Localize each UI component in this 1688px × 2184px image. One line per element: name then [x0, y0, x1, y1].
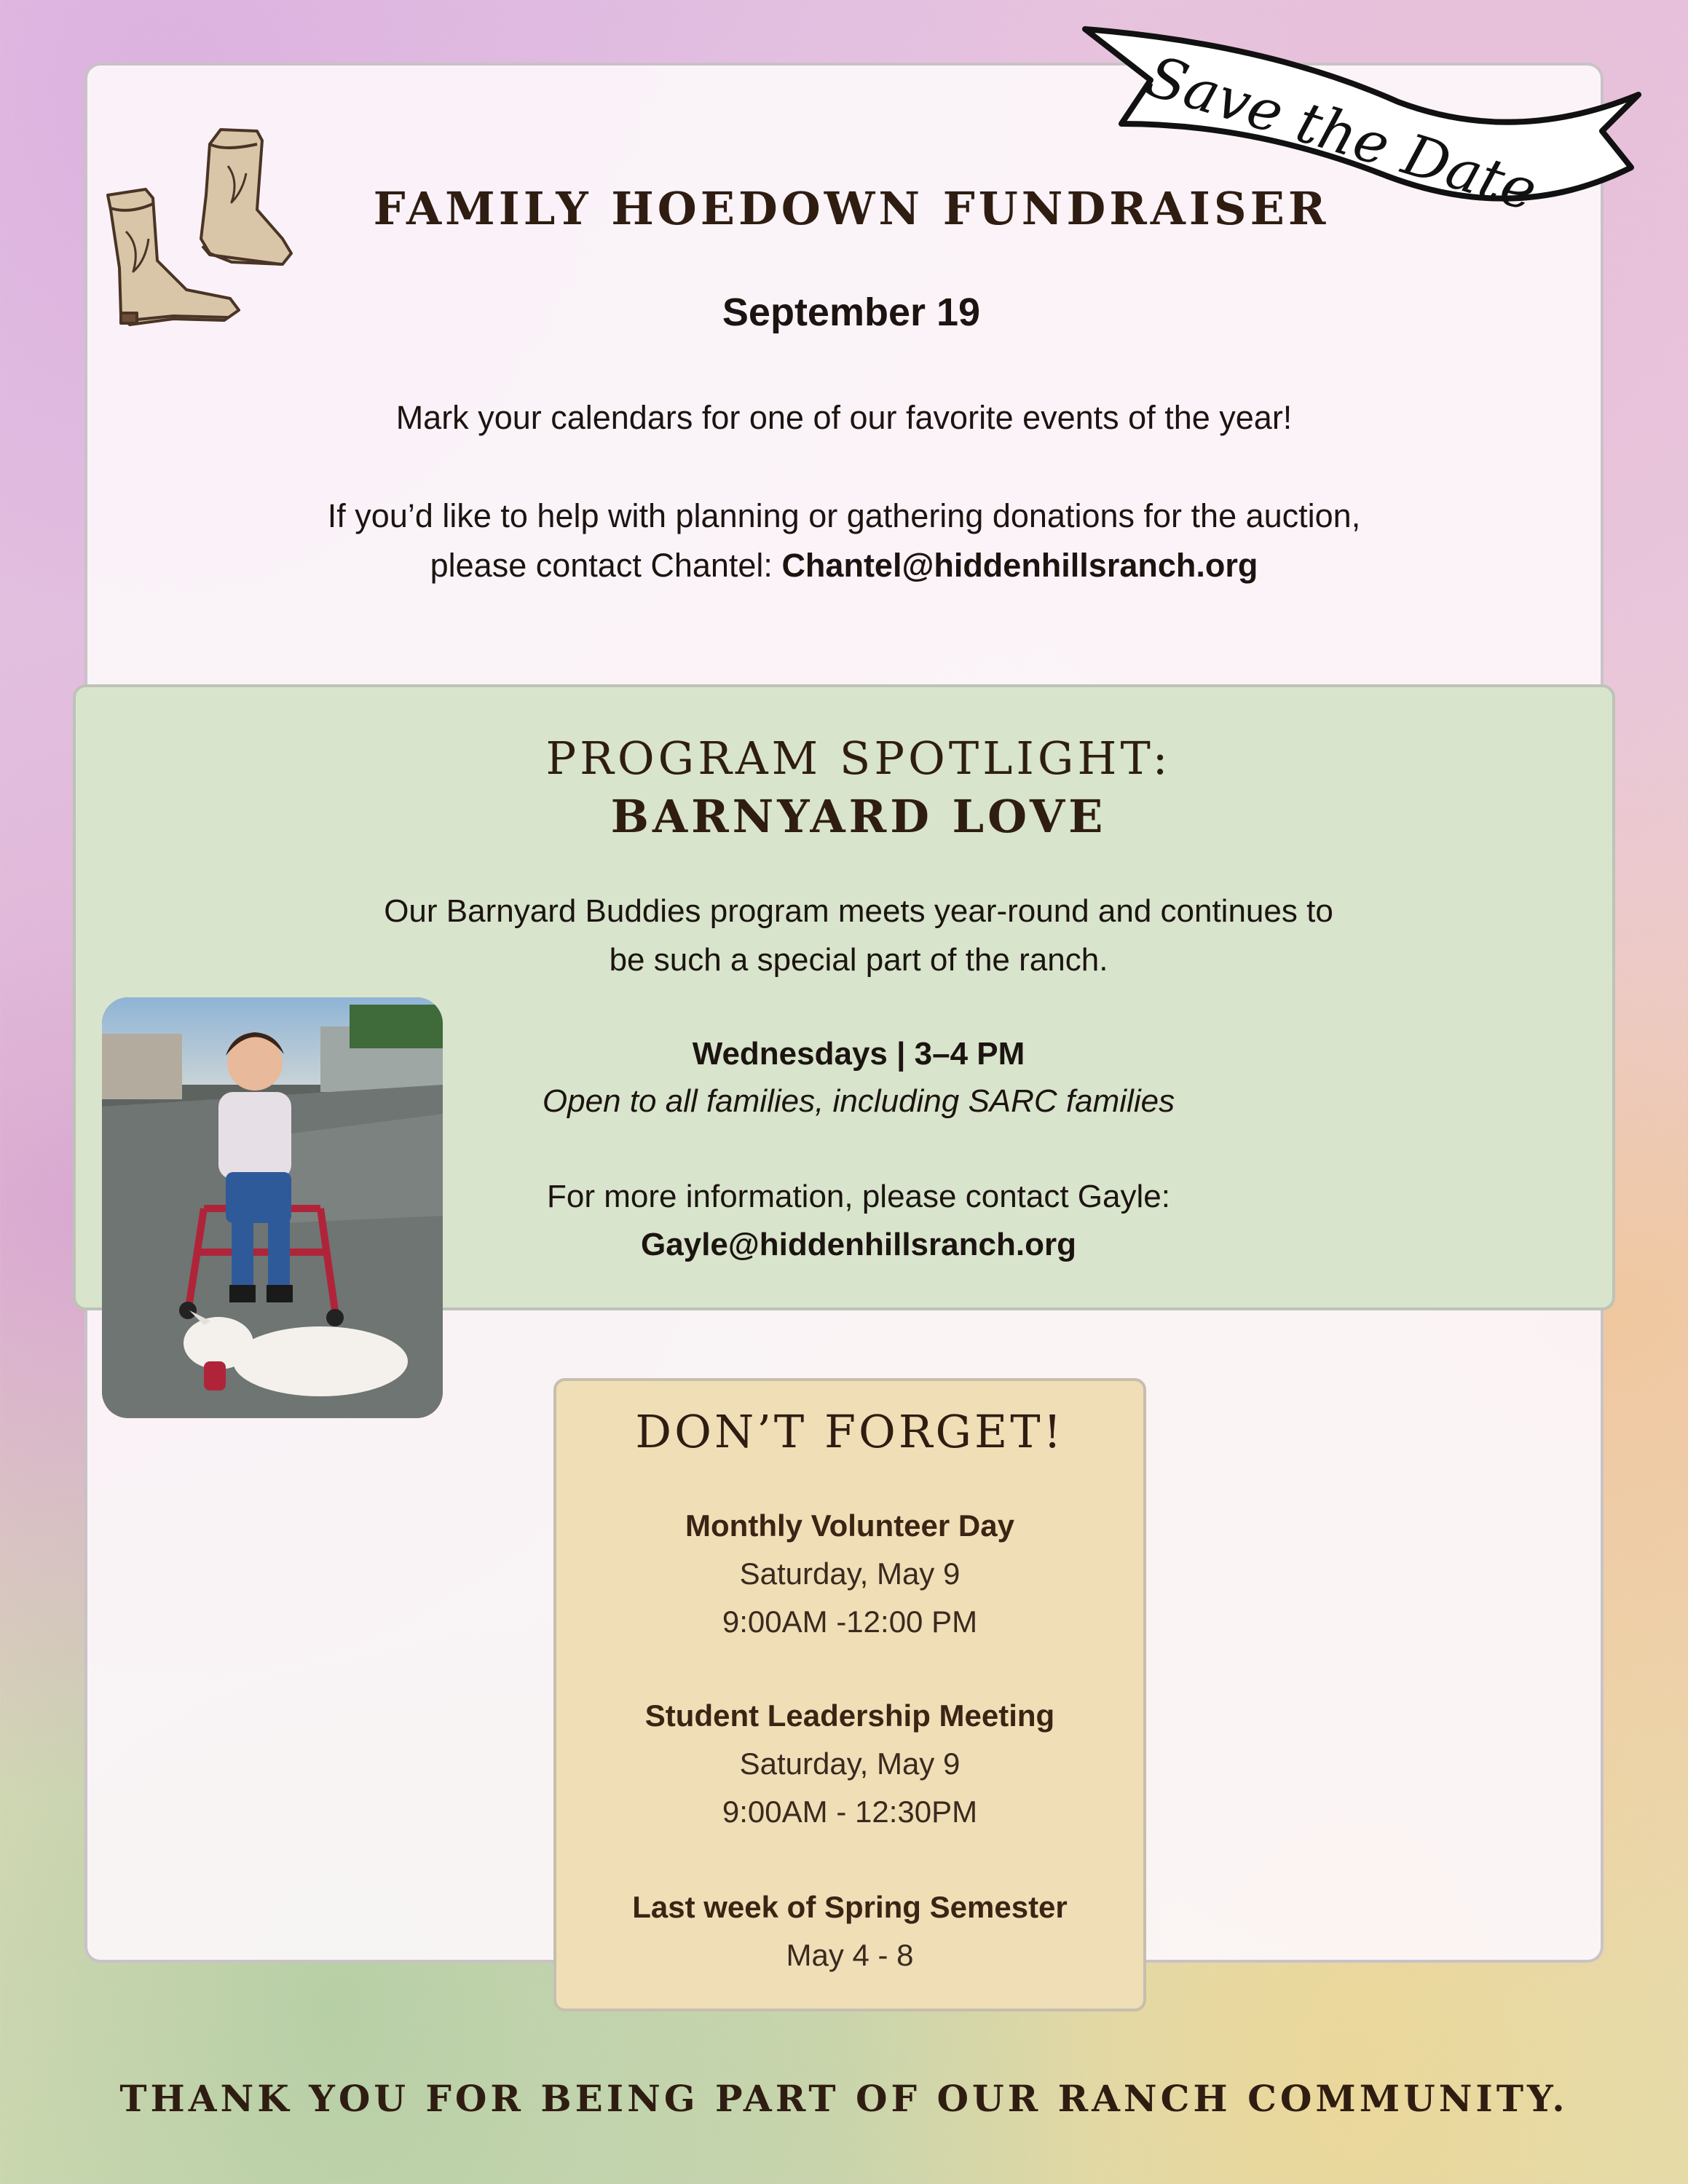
- event-intro: Mark your calendars for one of our favorite events of the year!: [395, 399, 1293, 436]
- reminder-item-name: Last week of Spring Semester: [632, 1890, 1068, 1924]
- program-photo: [102, 997, 443, 1418]
- reminder-item-date: Saturday, May 9: [739, 1556, 961, 1591]
- event-title: FAMILY HOEDOWN FUNDRAISER: [373, 182, 1330, 235]
- spotlight-contact: For more information, please contact Gayle:: [547, 1179, 1170, 1214]
- gayle-email-link[interactable]: Gayle@hiddenhillsranch.org: [641, 1227, 1076, 1262]
- spotlight-program-name: BARNYARD LOVE: [610, 790, 1107, 843]
- footer-thank-you: THANK YOU FOR BEING PART OF OUR RANCH COMMUNITY.: [119, 2077, 1569, 2120]
- event-contact-prefix: please contact Chantel:: [430, 547, 782, 584]
- reminder-item-date: May 4 - 8: [786, 1938, 914, 1972]
- reminder-item-name: Student Leadership Meeting: [644, 1698, 1055, 1733]
- reminder-item-date: Saturday, May 9: [739, 1746, 961, 1781]
- reminder-title: DON’T FORGET!: [635, 1405, 1065, 1458]
- event-contact-line: [0, 541, 1688, 590]
- reminder-item-time: 9:00AM - 12:30PM: [722, 1795, 978, 1829]
- spotlight-desc-2: be such a special part of the ranch.: [609, 942, 1108, 978]
- event-date: September 19: [722, 290, 981, 334]
- spotlight-desc-1: Our Barnyard Buddies program meets year-round and continues to: [384, 893, 1333, 929]
- chantel-email-link[interactable]: Chantel@hiddenhillsranch.org: [781, 547, 1258, 584]
- spotlight-heading: PROGRAM SPOTLIGHT:: [545, 732, 1172, 785]
- spotlight-schedule: Wednesdays | 3–4 PM: [692, 1036, 1025, 1072]
- reminder-item-time: 9:00AM -12:00 PM: [722, 1605, 978, 1639]
- banner-text: Save the Date: [1139, 44, 1545, 225]
- reminder-item-name: Monthly Volunteer Day: [685, 1508, 1014, 1543]
- event-help-line: If you’d like to help with planning or gathering donations for the auction,: [327, 497, 1361, 534]
- spotlight-audience: Open to all families, including SARC families: [542, 1083, 1175, 1119]
